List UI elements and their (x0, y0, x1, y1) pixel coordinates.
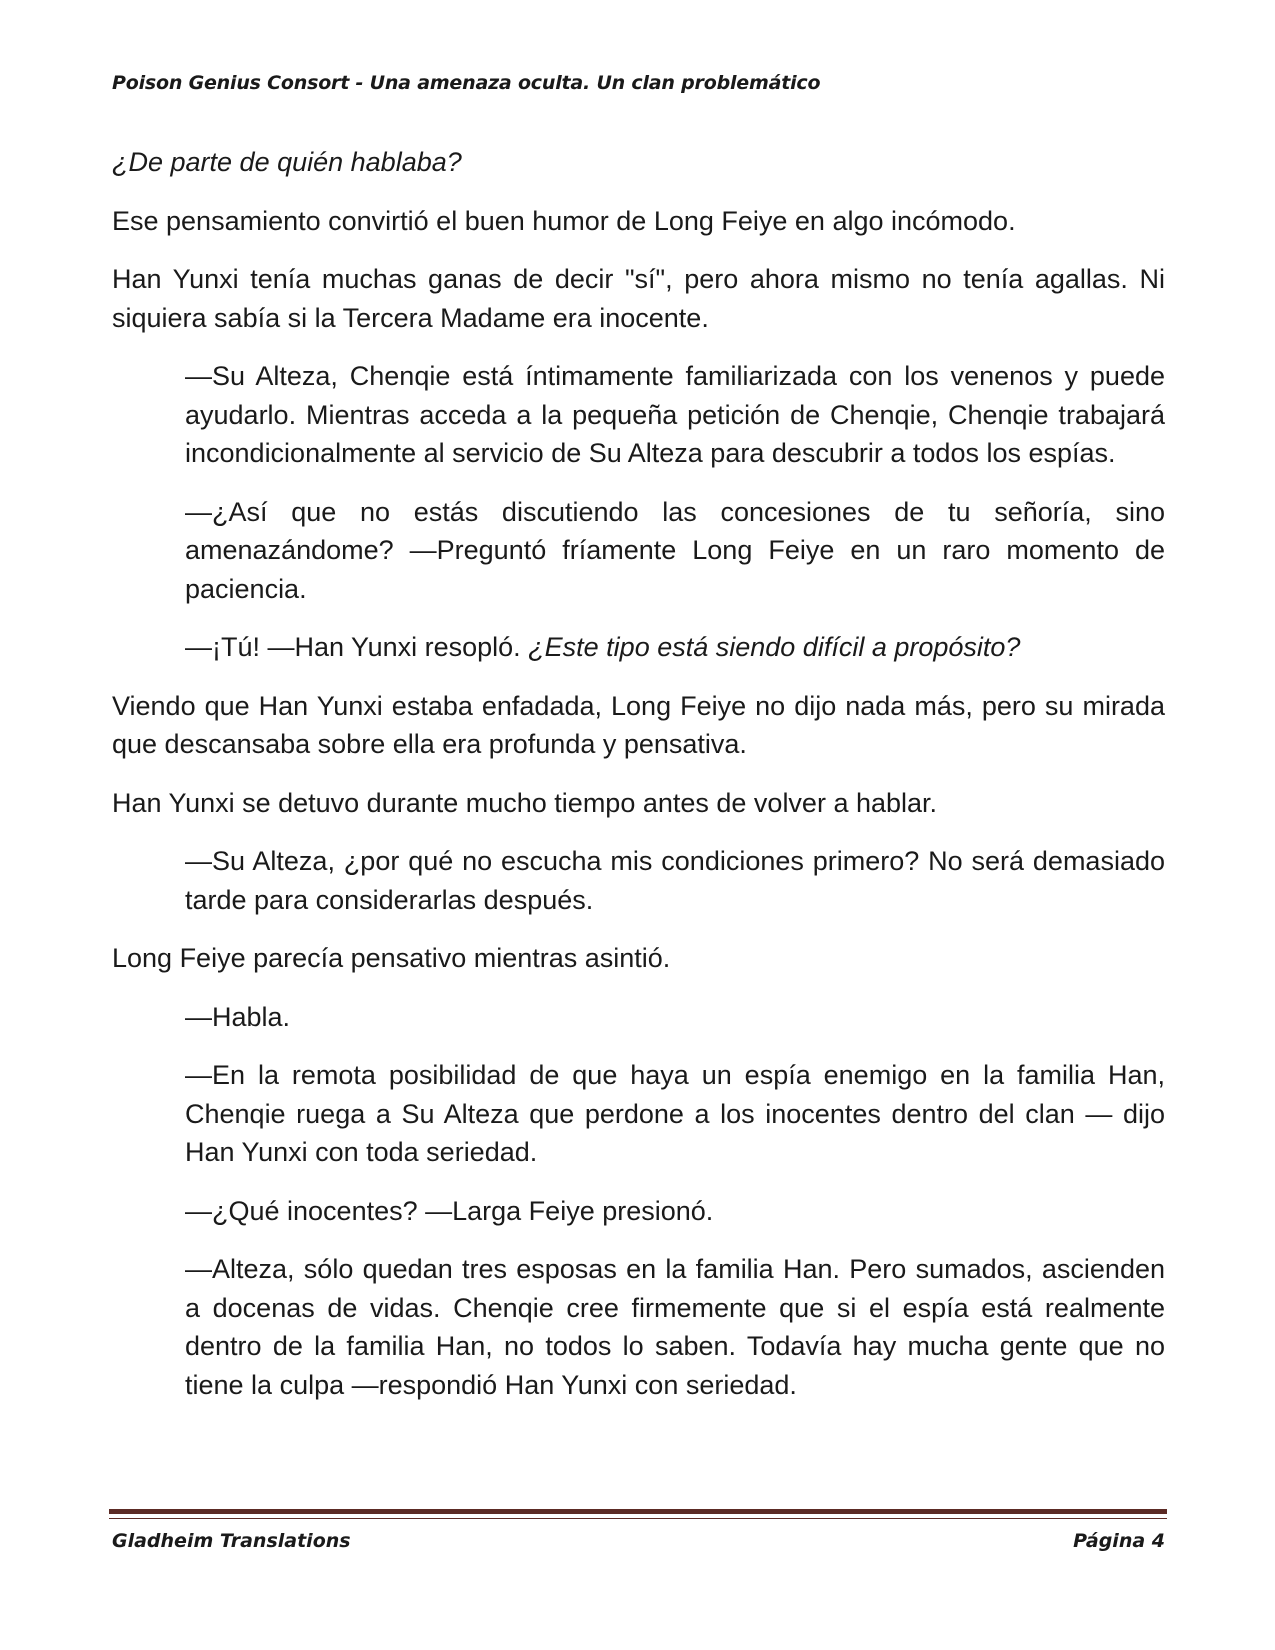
paragraph-6-text: —¡Tú! —Han Yunxi resopló. (185, 632, 529, 662)
paragraph-2: Ese pensamiento convirtió el buen humor de Long Feiye en algo incómodo. (112, 205, 1016, 236)
paragraph-10: Long Feiye parecía pensativo mientras asintió. (112, 943, 671, 973)
paragraph-4: —Su Alteza, Chenqie está íntimamente familiarizada con los venenos y puede ayudarlo. Mientras acceda a la pequeña petición de Chenqie, Chenqie trabajará incondicionalmente al servicio de Su Alteza para descubrir a todos los espías. (185, 361, 1165, 468)
footer-page-number: Página 4 (1073, 1530, 1165, 1552)
footer-divider-thin (109, 1518, 1167, 1519)
paragraph-12: —En la remota posibilidad de que haya un espía enemigo en la familia Han, Chenqie ruega a Su Alteza que perdone a los inocentes dentro del clan — dijo Han Yunxi con toda seriedad. (185, 1060, 1165, 1167)
paragraph-8: Han Yunxi se detuvo durante mucho tiempo antes de volver a hablar. (112, 787, 938, 818)
paragraph-11: —Habla. (185, 1001, 291, 1032)
paragraph-1: ¿De parte de quién hablaba? (112, 147, 462, 177)
footer-divider-thick (109, 1509, 1167, 1514)
paragraph-9: —Su Alteza, ¿por qué no escucha mis condiciones primero? No será demasiado tarde para considerarlas después. (185, 846, 1165, 915)
paragraph-5: —¿Así que no estás discutiendo las concesiones de tu señoría, sino amenazándome? —Preguntó fríamente Long Feiye en un raro momento de paciencia. (185, 496, 1165, 604)
paragraph-14: —Alteza, sólo quedan tres esposas en la familia Han. Pero sumados, ascienden a docenas de vidas. Chenqie cree firmemente que si el espía está realmente dentro de la familia Han, no todos lo saben. Todavía hay mucha gente que no tiene la culpa —respondió Han Yunxi con seriedad. (185, 1254, 1165, 1400)
page-header-title: Poison Genius Consort - Una amenaza oculta. Un clan problemático (112, 72, 821, 94)
paragraph-7: Viendo que Han Yunxi estaba enfadada, Long Feiye no dijo nada más, pero su mirada que descansaba sobre ella era profunda y pensativa. (112, 690, 1165, 759)
paragraph-6 (185, 628, 1165, 667)
paragraph-13: —¿Qué inocentes? —Larga Feiye presionó. (185, 1195, 714, 1226)
document-body (112, 143, 1165, 1424)
paragraph-6-italic-text: ¿Este tipo está siendo difícil a propósito? (528, 632, 1021, 662)
footer-publisher: Gladheim Translations (112, 1530, 351, 1552)
paragraph-3: Han Yunxi tenía muchas ganas de decir "sí", pero ahora mismo no tenía agallas. Ni siquiera sabía si la Tercera Madame era inocente. (112, 264, 1165, 333)
